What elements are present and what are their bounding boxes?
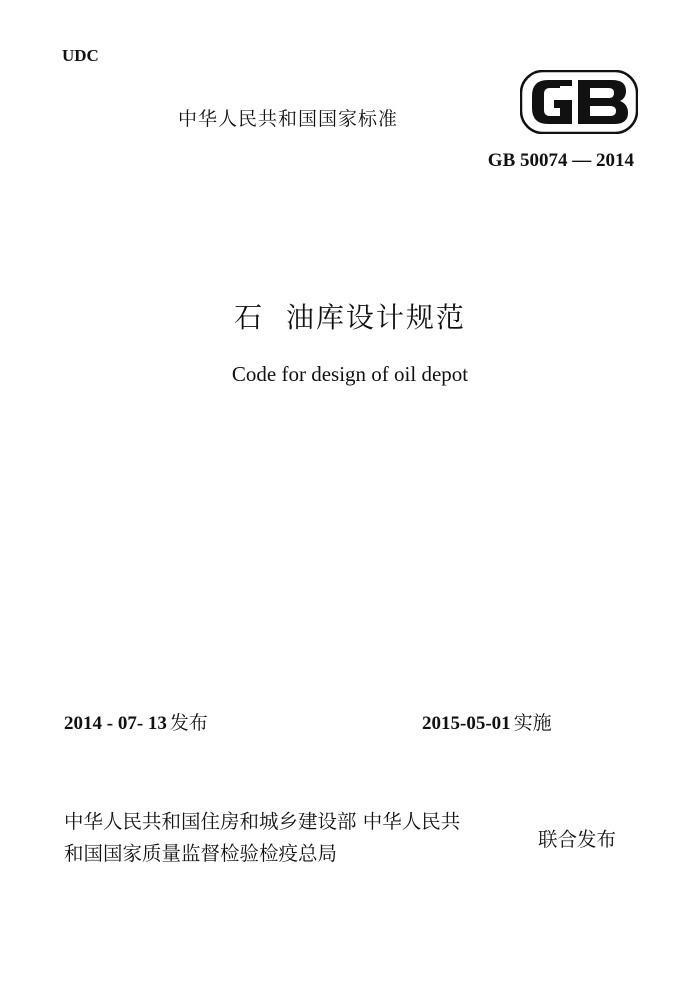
document-title-en: Code for design of oil depot [231, 362, 469, 386]
publisher-line-1: 中华人民共和国住房和城乡建设部 中华人民共 [64, 810, 461, 833]
document-title-zh: 石 油库设计规范 [234, 301, 466, 334]
issue-date-label: 发布 [169, 712, 208, 734]
standard-type: 中华人民共和国国家标准 [178, 108, 399, 130]
implementation-date-value: 2015-05-01 [422, 713, 511, 734]
gb-logo-icon [520, 70, 638, 134]
udc-label: UDC [62, 46, 99, 65]
standard-number: GB 50074 — 2014 [487, 150, 634, 171]
implementation-date [422, 708, 552, 735]
publisher-line-2: 和国国家质量监督检验检疫总局 [64, 842, 338, 865]
joint-publish-label: 联合发布 [538, 828, 617, 851]
issue-date [64, 708, 208, 735]
implementation-date-label: 实施 [513, 712, 552, 734]
issue-date-value: 2014 - 07- 13 [64, 713, 167, 734]
